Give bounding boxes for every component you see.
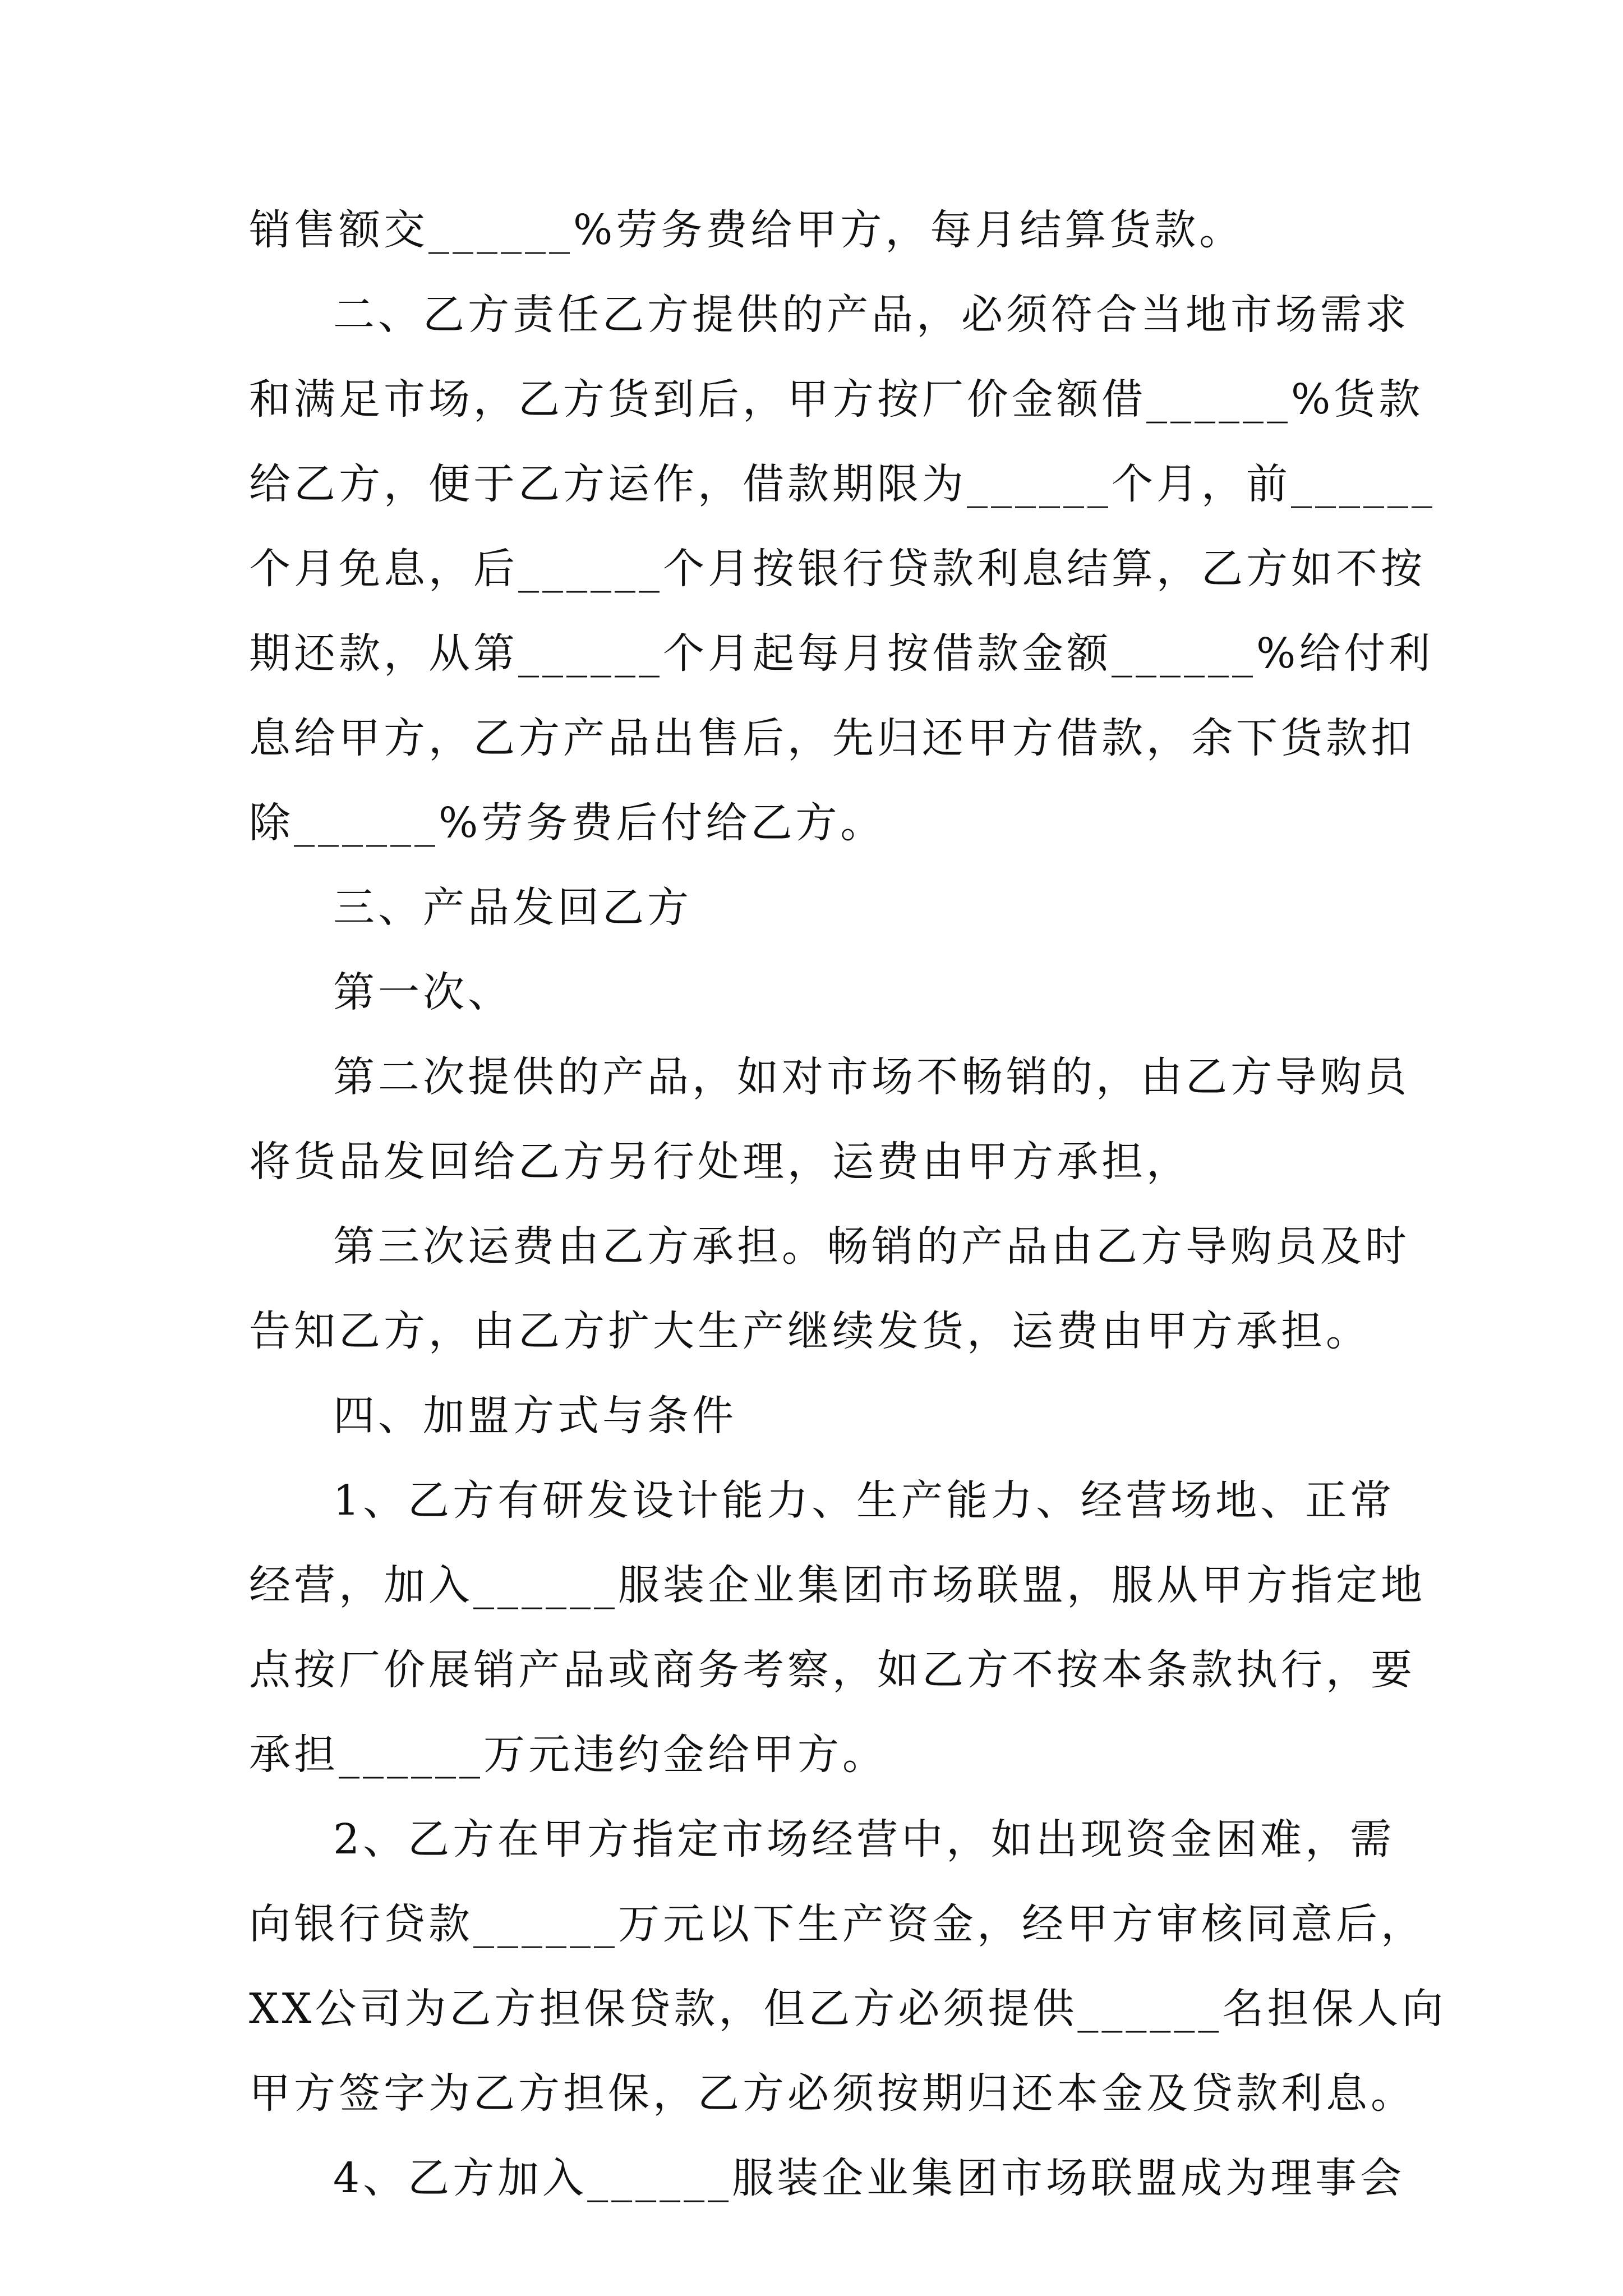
text-line: 给乙方，便于乙方运作，借款期限为______个月，前______ — [249, 460, 1436, 508]
text-line: 告知乙方，由乙方扩大生产继续发货，运费由甲方承担。 — [249, 1307, 1371, 1355]
text-line: 第三次运费由乙方承担。畅销的产品由乙方导购员及时 — [333, 1222, 1410, 1271]
document-body — [249, 188, 1447, 2221]
text-line: 点按厂价展销产品或商务考察，如乙方不按本条款执行，要 — [249, 1646, 1415, 1694]
text-line: 个月免息，后______个月按银行贷款利息结算，乙方如不按 — [249, 545, 1426, 593]
text-line: 将货品发回给乙方另行处理，运费由甲方承担， — [249, 1138, 1191, 1186]
section-heading-4: 四、加盟方式与条件 — [333, 1392, 737, 1440]
text-line: 第一次、 — [333, 968, 513, 1016]
text-line: 经营，加入______服装企业集团市场联盟，服从甲方指定地 — [249, 1561, 1426, 1609]
text-line: 向银行贷款______万元以下生产资金，经甲方审核同意后， — [249, 1900, 1426, 1948]
text-line: 销售额交______%劳务费给甲方，每月结算货款。 — [249, 206, 1244, 254]
text-line: 除______%劳务费后付给乙方。 — [249, 799, 886, 847]
text-line: 息给甲方，乙方产品出售后，先归还甲方借款，余下货款扣 — [249, 714, 1415, 762]
clause-2: 2、乙方在甲方指定市场经营中，如出现资金困难，需 — [333, 1815, 1395, 1864]
clause-4: 4、乙方加入______服装企业集团市场联盟成为理事会 — [333, 2154, 1405, 2202]
section-heading-3: 三、产品发回乙方 — [333, 884, 692, 932]
text-line: 和满足市场，乙方货到后，甲方按厂价金额借______%货款 — [249, 375, 1424, 424]
text-line: 期还款，从第______个月起每月按借款金额______%给付利 — [249, 629, 1434, 678]
text-line: 第二次提供的产品，如对市场不畅销的，由乙方导购员 — [333, 1053, 1410, 1101]
text-line: 承担______万元违约金给甲方。 — [249, 1731, 887, 1779]
section-heading-2: 二、乙方责任乙方提供的产品，必须符合当地市场需求 — [333, 291, 1410, 339]
text-line: XX公司为乙方担保贷款，但乙方必须提供______名担保人向 — [249, 1985, 1447, 2033]
clause-1: 1、乙方有研发设计能力、生产能力、经营场地、正常 — [333, 1476, 1395, 1525]
text-line: 甲方签字为乙方担保，乙方必须按期归还本金及贷款利息。 — [249, 2069, 1415, 2118]
